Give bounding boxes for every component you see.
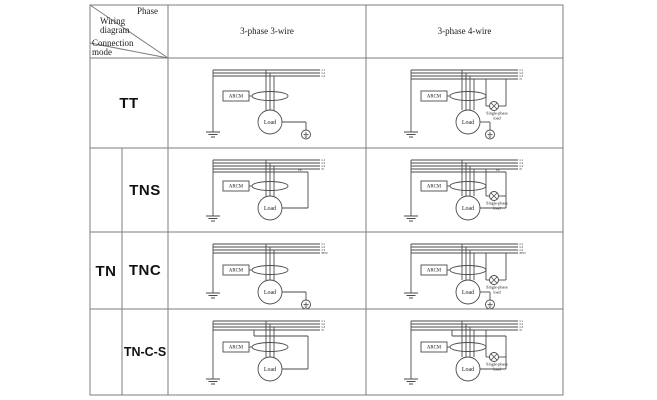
svg-text:L3: L3 [519,325,524,330]
svg-text:load: load [493,115,501,121]
svg-text:ARCM: ARCM [228,94,244,100]
svg-text:Load: Load [461,290,475,297]
earth-symbol [404,132,418,137]
svg-text:L3: L3 [321,325,326,330]
svg-text:PEN: PEN [321,251,328,256]
svg-text:Single-phase: Single-phase [486,200,508,206]
svg-text:Load: Load [263,290,277,297]
svg-text:PE: PE [496,167,500,172]
svg-text:L3: L3 [519,164,524,169]
svg-text:load: load [493,205,501,211]
earth-symbol [206,293,220,298]
svg-text:PEN: PEN [519,251,526,256]
svg-text:Load: Load [263,367,277,374]
wiring-diagram-tnc-4wire [366,232,563,309]
current-transformer-icon [450,266,486,275]
svg-text:Load: Load [263,206,277,213]
corner-connection-mode-label: Connection mode [92,38,134,58]
svg-text:N: N [519,167,522,172]
current-transformer-icon [450,92,486,101]
row-label-tn-c-s: TN-C-S [123,345,167,359]
row-label-tnc: TNC [128,262,162,279]
svg-text:L1: L1 [321,319,326,324]
svg-text:ARCM: ARCM [228,345,244,351]
svg-text:L1: L1 [519,319,524,324]
earth-symbol [206,132,220,137]
svg-text:ARCM: ARCM [228,268,244,274]
corner-wiring-diagram-label: Wiring diagram [100,16,130,36]
svg-text:L2: L2 [519,245,524,250]
svg-text:L2: L2 [321,322,326,327]
svg-text:Load: Load [263,120,277,127]
svg-text:ARCM: ARCM [426,345,442,351]
svg-text:Single-phase: Single-phase [486,110,508,116]
current-transformer-icon [450,182,486,191]
svg-text:ARCM: ARCM [426,94,442,100]
svg-text:Single-phase: Single-phase [486,361,508,367]
wiring-diagram-tns-4wire [366,148,563,232]
earth-symbol [404,293,418,298]
wiring-diagram-tns-3wire [168,148,366,232]
svg-text:N: N [519,77,522,82]
row-label-tns: TNS [129,181,161,199]
svg-text:L2: L2 [321,245,326,250]
svg-text:L3: L3 [519,248,524,253]
svg-text:N: N [519,328,522,333]
svg-text:Load: Load [461,120,475,127]
svg-text:L1: L1 [321,242,326,247]
svg-text:L3: L3 [519,74,524,79]
svg-text:L2: L2 [321,161,326,166]
svg-text:L2: L2 [519,322,524,327]
wiring-diagram-tt-3wire [168,58,366,148]
earth-symbol [206,379,220,384]
svg-text:N: N [321,167,324,172]
current-transformer-icon [450,343,486,352]
row-label-tt: TT [119,94,139,112]
svg-text:L2: L2 [519,71,524,76]
svg-text:load: load [493,289,501,295]
svg-text:L2: L2 [519,161,524,166]
svg-text:L3: L3 [321,164,326,169]
svg-text:L1: L1 [321,68,326,73]
svg-text:L1: L1 [519,68,524,73]
svg-text:ARCM: ARCM [426,268,442,274]
column-header-3phase-3wire: 3-phase 3-wire [240,25,294,36]
wiring-diagram-tt-4wire [366,58,563,148]
column-header-3phase-4wire: 3-phase 4-wire [437,25,492,36]
wiring-diagram-tncs-4wire [366,309,563,395]
svg-text:L3: L3 [321,74,326,79]
svg-text:L1: L1 [519,158,524,163]
svg-text:load: load [493,366,501,372]
wiring-diagram-tnc-3wire [168,232,366,309]
svg-text:Single-phase: Single-phase [486,284,508,290]
svg-text:PE: PE [298,167,302,172]
earth-symbol [404,216,418,221]
earth-symbol [206,216,220,221]
svg-text:L1: L1 [321,158,326,163]
svg-text:Load: Load [461,367,475,374]
row-group-label-tn: TN [95,263,117,280]
svg-text:ARCM: ARCM [228,184,244,190]
svg-text:N: N [321,328,324,333]
svg-text:L1: L1 [519,242,524,247]
svg-text:ARCM: ARCM [426,184,442,190]
svg-text:L2: L2 [321,71,326,76]
corner-phase-label: Phase [137,6,158,16]
svg-text:Load: Load [461,206,475,213]
wiring-diagram-tncs-3wire [168,309,366,395]
svg-text:L3: L3 [321,248,326,253]
earth-symbol [404,379,418,384]
